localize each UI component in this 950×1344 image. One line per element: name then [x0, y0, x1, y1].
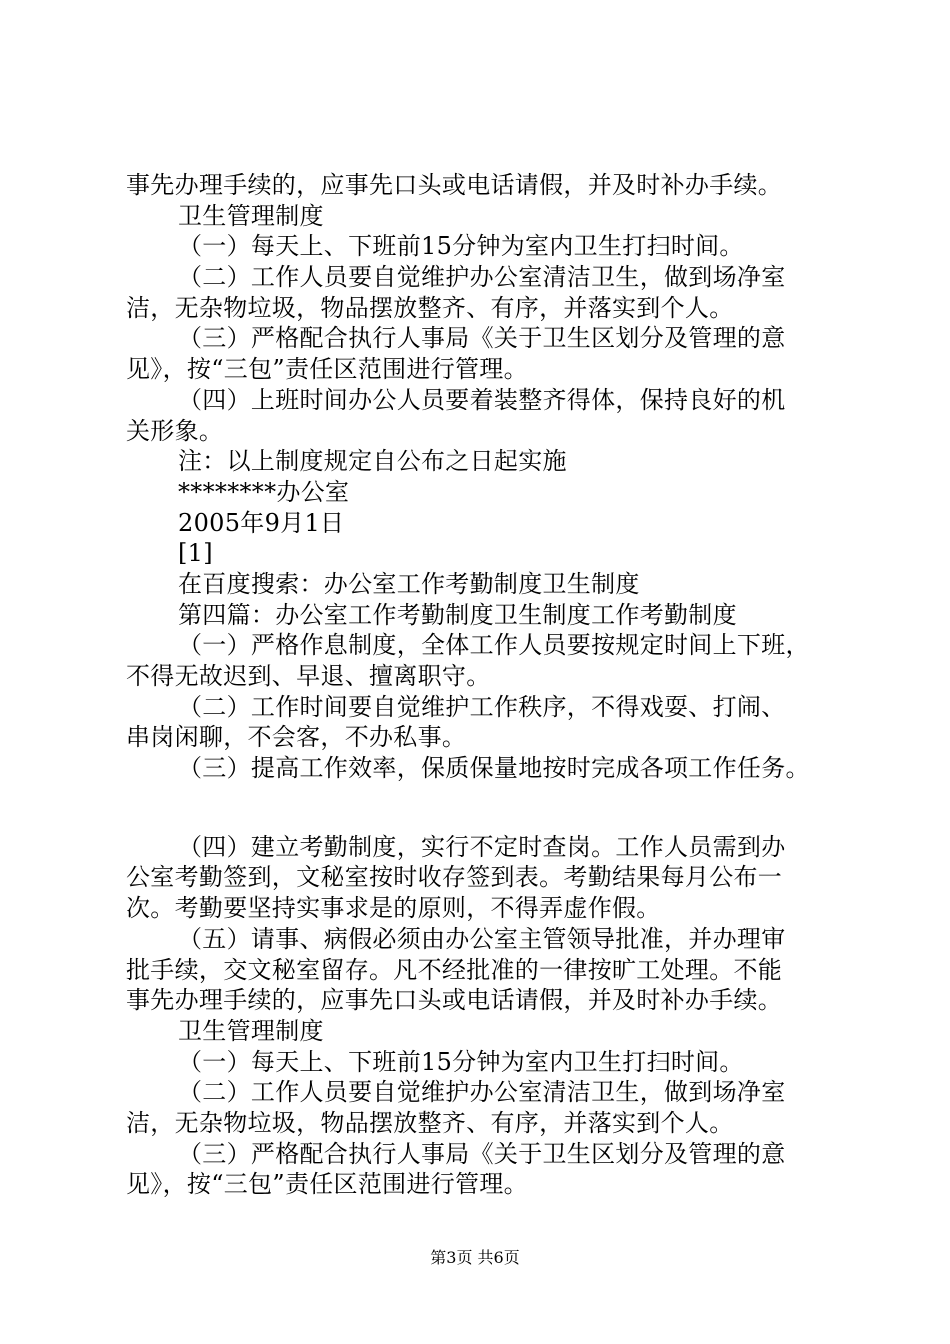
paragraph-gap [126, 784, 846, 832]
search-hint: 在百度搜索：办公室工作考勤制度卫生制度 [178, 569, 640, 598]
text-line: 关形象。 [126, 416, 224, 445]
reference-mark: [1] [178, 539, 213, 568]
text-line: 洁，无杂物垃圾，物品摆放整齐、有序，并落实到个人。 [126, 293, 734, 322]
text-line: （五）请事、病假必须由办公室主管领导批准，并办理审 [178, 924, 786, 953]
text-line: 串岗闲聊，不会客，不办私事。 [126, 723, 467, 752]
section-heading: 卫生管理制度 [178, 201, 324, 230]
text-line: 批手续，交文秘室留存。凡不经批准的一律按旷工处理。不能 [126, 955, 783, 984]
page-number-footer: 第3页 共6页 [430, 1248, 520, 1267]
text-line: （二）工作时间要自觉维护工作秩序，不得戏耍、打闹、 [178, 692, 786, 721]
text-line: （二）工作人员要自觉维护办公室清洁卫生，做到场净室 [178, 1078, 786, 1107]
text-line: 不得无故迟到、早退、擅离职守。 [126, 662, 491, 690]
text-line: （一）严格作息制度，全体工作人员要按规定时间上下班， [178, 631, 810, 660]
text-line: （三）严格配合执行人事局《关于卫生区划分及管理的意 [178, 324, 786, 353]
signature-office: ********办公室 [178, 477, 350, 506]
text-line: （二）工作人员要自觉维护办公室清洁卫生，做到场净室 [178, 263, 786, 292]
text-line: （三）严格配合执行人事局《关于卫生区划分及管理的意 [178, 1139, 786, 1168]
text-line: 次。考勤要坚持实事求是的原则，不得弄虚作假。 [126, 894, 661, 923]
text-line: 见》，按“三包”责任区范围进行管理。 [126, 355, 528, 384]
text-line: （三）提高工作效率，保质保量地按时完成各项工作任务。 [178, 754, 810, 783]
section-heading: 卫生管理制度 [178, 1016, 324, 1045]
text-line: （一）每天上、下班前15分钟为室内卫生打扫时间。 [178, 232, 744, 261]
text-line: 公室考勤签到，文秘室按时收存签到表。考勤结果每月公布一 [126, 863, 783, 892]
text-line: 洁，无杂物垃圾，物品摆放整齐、有序，并落实到个人。 [126, 1108, 734, 1137]
chapter-title: 第四篇：办公室工作考勤制度卫生制度工作考勤制度 [178, 600, 737, 629]
note-line: 注：以上制度规定自公布之日起实施 [178, 447, 567, 476]
text-line: （四）上班时间办公人员要着装整齐得体，保持良好的机 [178, 385, 786, 414]
text-line: （四）建立考勤制度，实行不定时查岗。工作人员需到办 [178, 832, 786, 861]
text-line: 事先办理手续的，应事先口头或电话请假，并及时补办手续。 [126, 986, 783, 1015]
text-line: （一）每天上、下班前15分钟为室内卫生打扫时间。 [178, 1047, 744, 1076]
signature-date: 2005年9月1日 [178, 508, 345, 537]
text-line: 事先办理手续的，应事先口头或电话请假，并及时补办手续。 [126, 171, 783, 199]
document-body [126, 170, 846, 1200]
text-line: 见》，按“三包”责任区范围进行管理。 [126, 1170, 528, 1199]
